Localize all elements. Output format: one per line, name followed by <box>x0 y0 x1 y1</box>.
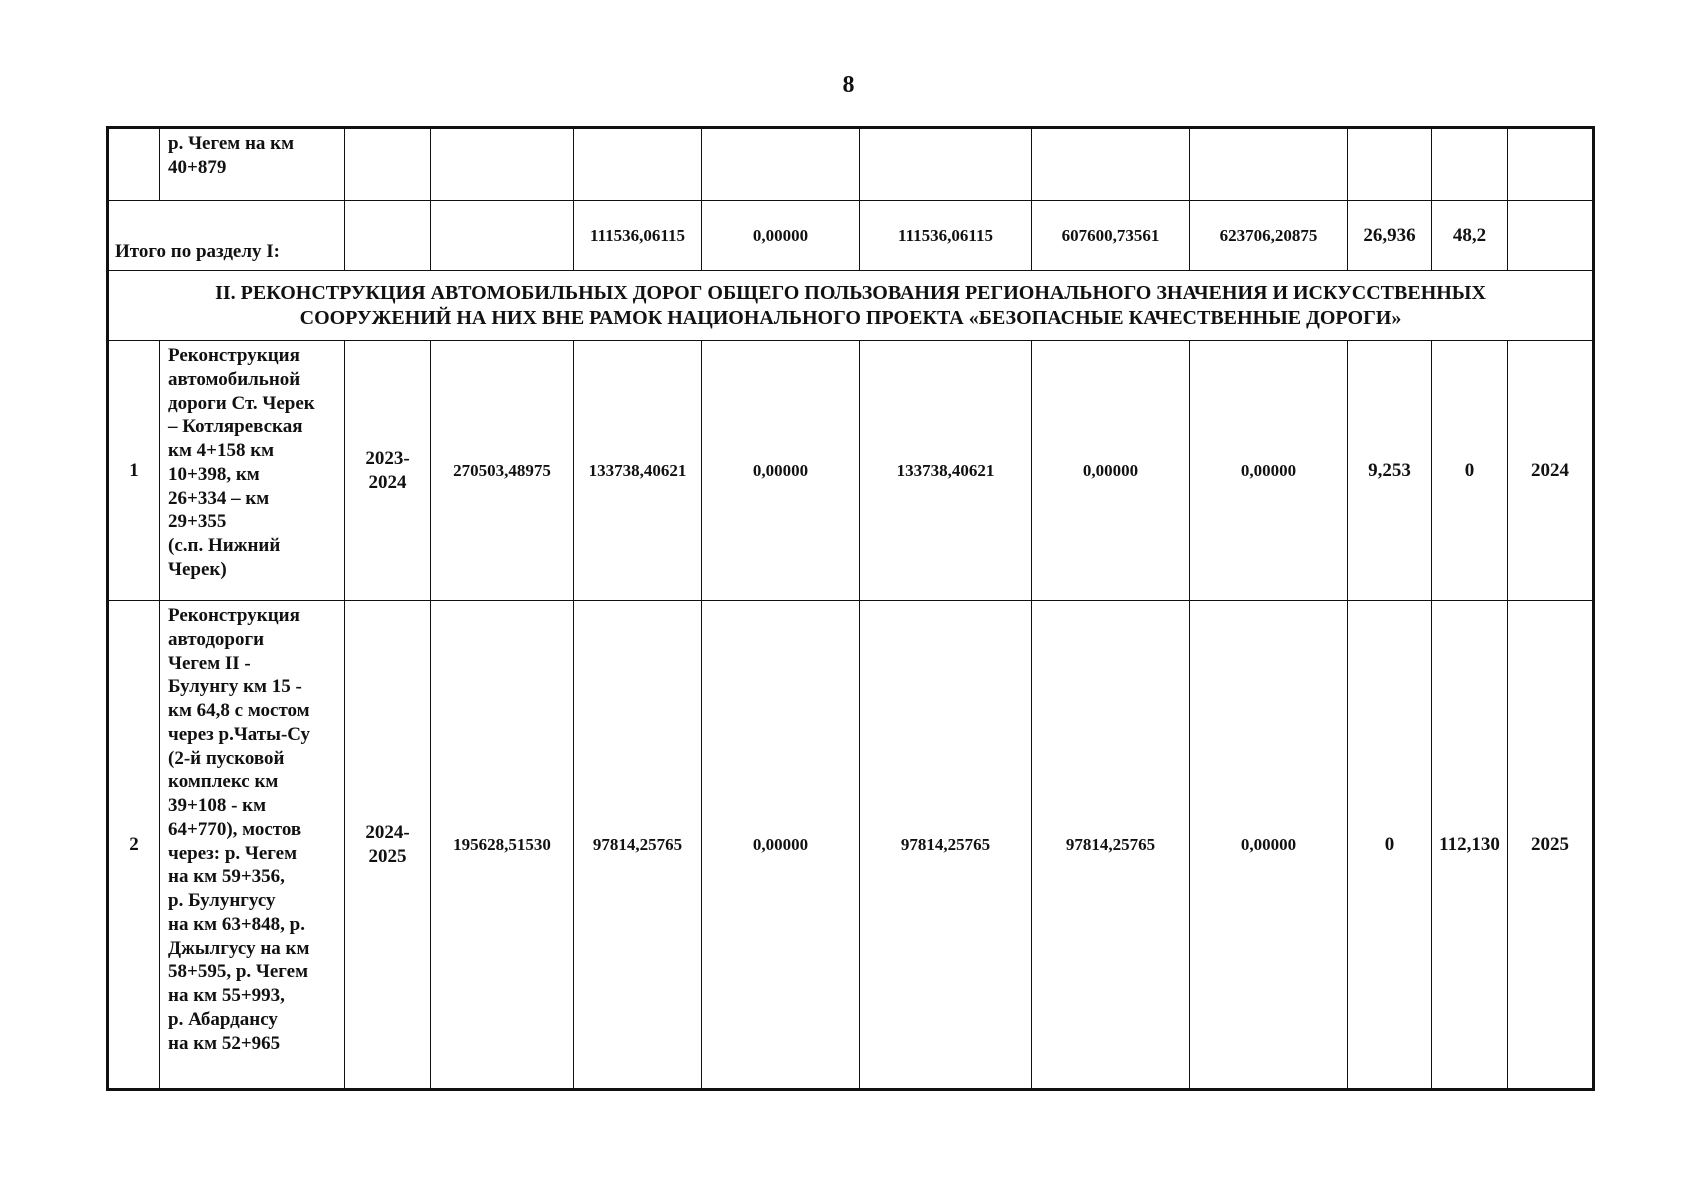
row-number: 2 <box>108 601 160 1090</box>
value-cell: 0,00000 <box>1190 341 1348 601</box>
program-table <box>106 126 1595 1091</box>
cost-cell: 195628,51530 <box>431 601 574 1090</box>
value-cell: 0 <box>1432 341 1508 601</box>
total-value: 623706,20875 <box>1190 201 1348 271</box>
table-cell <box>345 201 431 271</box>
table-cell <box>702 128 860 201</box>
value-cell: 0,00000 <box>702 341 860 601</box>
value-cell: 133738,40621 <box>574 341 702 601</box>
table-cell <box>431 128 574 201</box>
table-cell <box>1032 128 1190 201</box>
table-cell <box>108 128 160 201</box>
value-cell: 0,00000 <box>702 601 860 1090</box>
value-cell: 0,00000 <box>1190 601 1348 1090</box>
value-cell: 97814,25765 <box>1032 601 1190 1090</box>
value-cell: 112,130 <box>1432 601 1508 1090</box>
total-label: Итого по разделу I: <box>108 201 345 271</box>
continued-row <box>108 128 1594 201</box>
section-header-row <box>108 271 1594 341</box>
table-cell <box>1348 128 1432 201</box>
period-cell: 2023- 2024 <box>345 341 431 601</box>
value-cell: 133738,40621 <box>860 341 1032 601</box>
period-cell: 2024- 2025 <box>345 601 431 1090</box>
year-cell: 2024 <box>1508 341 1594 601</box>
total-value: 26,936 <box>1348 201 1432 271</box>
year-cell: 2025 <box>1508 601 1594 1090</box>
value-cell: 97814,25765 <box>860 601 1032 1090</box>
table-cell <box>1508 201 1594 271</box>
table-cell <box>345 128 431 201</box>
table-cell <box>860 128 1032 201</box>
value-cell: 0 <box>1348 601 1432 1090</box>
cost-cell: 270503,48975 <box>431 341 574 601</box>
table-cell <box>1432 128 1508 201</box>
page-number: 8 <box>842 72 855 98</box>
table-cell <box>1508 128 1594 201</box>
total-value: 111536,06115 <box>574 201 702 271</box>
table-row <box>108 601 1594 1090</box>
section-header: II. РЕКОНСТРУКЦИЯ АВТОМОБИЛЬНЫХ ДОРОГ ОБЩЕГО ПОЛЬЗОВАНИЯ РЕГИОНАЛЬНОГО ЗНАЧЕНИЯ И ИСКУССТВЕННЫХ СООРУЖЕНИЙ НА НИХ ВНЕ РАМОК НАЦИОНАЛЬНОГО ПРОЕКТА «БЕЗОПАСНЫЕ КАЧЕСТВЕННЫЕ ДОРОГИ» <box>108 271 1594 341</box>
value-cell: 0,00000 <box>1032 341 1190 601</box>
table-cell <box>574 128 702 201</box>
total-value: 48,2 <box>1432 201 1508 271</box>
value-cell: 9,253 <box>1348 341 1432 601</box>
object-name-cell: Реконструкция автодороги Чегем II - Булунгу км 15 - км 64,8 с мостом через р.Чаты-Су (2-й пусковой комплекс км 39+108 - км 64+770), мостов через: р. Чегем на км 59+356, р. Булунгусу на км 63+848, р. Джылгусу на км 58+595, р. Чегем на км 55+993, р. Абардансу на км 52+965 <box>160 601 345 1090</box>
table-cell <box>431 201 574 271</box>
total-value: 607600,73561 <box>1032 201 1190 271</box>
object-name-cell: р. Чегем на км 40+879 <box>160 128 345 201</box>
section-total-row <box>108 201 1594 271</box>
object-name-cell: Реконструкция автомобильной дороги Ст. Черек – Котляревская км 4+158 км 10+398, км 26+334 – км 29+355 (с.п. Нижний Черек) <box>160 341 345 601</box>
total-value: 111536,06115 <box>860 201 1032 271</box>
value-cell: 97814,25765 <box>574 601 702 1090</box>
total-value: 0,00000 <box>702 201 860 271</box>
row-number: 1 <box>108 341 160 601</box>
table-row <box>108 341 1594 601</box>
table-cell <box>1190 128 1348 201</box>
